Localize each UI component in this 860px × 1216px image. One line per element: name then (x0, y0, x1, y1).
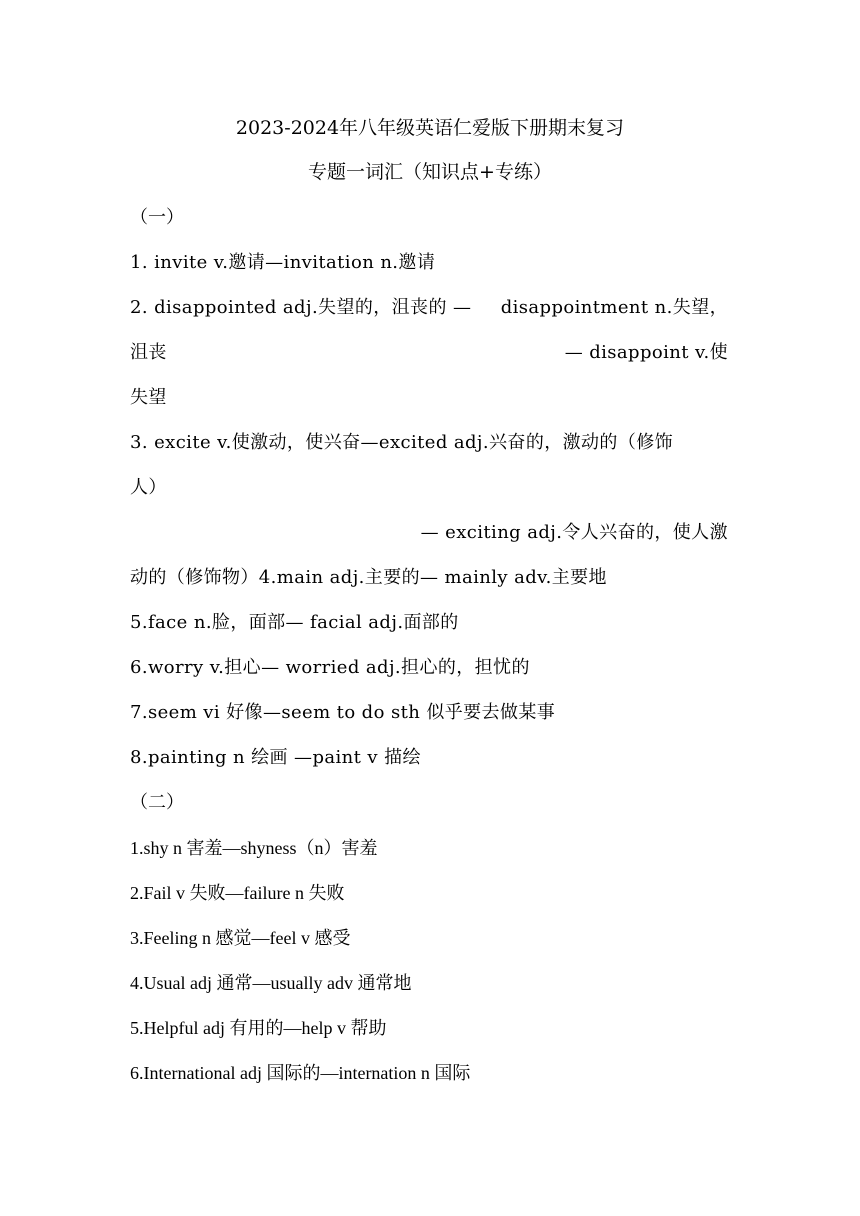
vocab-item-1-2-line2 (130, 341, 728, 365)
vocab-item-1-2-part-d: — disappoint v.使 (564, 342, 728, 363)
vocab-item-1-1: 1. invite v.邀请—invitation n.邀请 (130, 252, 436, 273)
vocab-item-1-3-line1: 3. excite v.使激动，使兴奋—excited adj.兴奋的，激动的（修饰 (130, 432, 674, 453)
vocab-item-1-8: 8.painting n 绘画 —paint v 描绘 (130, 747, 421, 768)
vocab-item-1-3-line4: 动的（修饰物）4.main adj.主要的— mainly adv.主要地 (130, 567, 607, 588)
vocab-item-2-4: 4.Usual adj 通常—usually adv 通常地 (130, 973, 412, 993)
document-title: 2023-2024年八年级英语仁爱版下册期末复习 (235, 117, 625, 139)
vocab-item-1-3-line2: 人） (130, 477, 167, 498)
vocab-item-1-2-part-a: 2. disappointed adj.失望的，沮丧的 — (130, 297, 472, 318)
vocab-item-2-6: 6.International adj 国际的—internation n 国际 (130, 1063, 471, 1083)
vocab-item-2-3: 3.Feeling n 感觉—feel v 感受 (130, 928, 351, 948)
section2-heading: （二） (130, 792, 184, 813)
vocab-item-1-7: 7.seem vi 好像—seem to do sth 似乎要去做某事 (130, 702, 556, 723)
vocab-item-1-3-line3: — exciting adj.令人兴奋的，使人激 (420, 522, 728, 543)
vocab-item-1-2-line3: 失望 (130, 387, 167, 408)
vocab-item-1-2-part-b: disappointment n.失望， (500, 297, 728, 318)
vocab-item-2-2: 2.Fail v 失败—failure n 失败 (130, 883, 345, 903)
section1-heading: （一） (130, 207, 184, 228)
vocab-item-1-5: 5.face n.脸，面部— facial adj.面部的 (130, 612, 459, 633)
vocab-item-1-2-line1 (130, 296, 728, 320)
vocab-item-1-2-part-c: 沮丧 (130, 342, 167, 363)
vocab-item-2-5: 5.Helpful adj 有用的—help v 帮助 (130, 1018, 387, 1038)
document-subtitle: 专题一词汇（知识点+专练） (308, 161, 552, 183)
vocab-item-1-6: 6.worry v.担心— worried adj.担心的，担忧的 (130, 657, 530, 678)
vocab-item-2-1: 1.shy n 害羞—shyness（n）害羞 (130, 838, 378, 858)
